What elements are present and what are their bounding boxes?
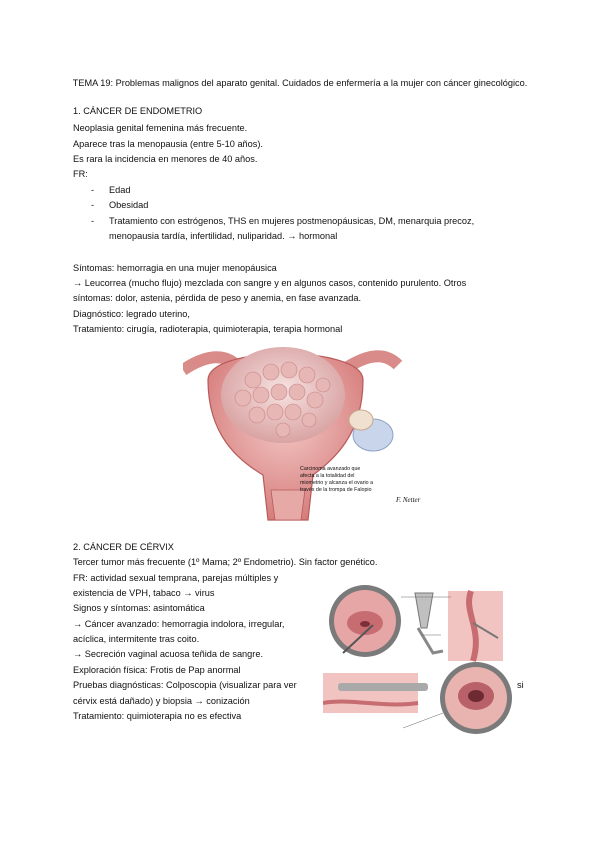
section-heading-endometrio: 1. CÁNCER DE ENDOMETRIO <box>73 106 203 116</box>
bullet-dash: - <box>91 216 95 226</box>
text-line: Síntomas: hemorragia en una mujer menopáusica <box>73 263 277 273</box>
text-line: Signos y síntomas: asintomática <box>73 603 205 613</box>
uterus-carcinoma-illustration <box>183 340 403 522</box>
fr-label: FR: <box>73 169 88 179</box>
bullet-item: Edad <box>109 185 131 195</box>
bullet-dash: - <box>91 185 95 195</box>
text-line: acíclica, intermitente tras coito. <box>73 634 200 644</box>
text-line: Aparece tras la menopausia (entre 5-10 años). <box>73 139 263 149</box>
text-line: Es rara la incidencia en menores de 40 años. <box>73 154 258 164</box>
bullet-item: Obesidad <box>109 200 149 210</box>
text-line: Neoplasia genital femenina más frecuente. <box>73 123 248 133</box>
text-line: FR: actividad sexual temprana, parejas múltiples y <box>73 573 279 583</box>
text-line: Exploración física: Frotis de Pap anormal <box>73 665 241 675</box>
figure-signature: F. Netter <box>396 496 421 504</box>
text-line: síntomas: dolor, astenia, pérdida de peso y anemia, en fase avanzada. <box>73 293 362 303</box>
section-heading-cervix: 2. CÁNCER DE CÉRVIX <box>73 542 174 552</box>
bullet-item: Tratamiento con estrógenos, THS en mujeres postmenopáusicas, DM, menarquia precoz, <box>109 216 475 226</box>
text-line: → Cáncer avanzado: hemorragia indolora, irregular, <box>73 619 285 629</box>
text-line: Tercer tumor más frecuente (1º Mama; 2º Endometrio). Sin factor genético. <box>73 557 378 567</box>
text-line-end: si <box>517 680 524 690</box>
bullet-dash: - <box>91 200 95 210</box>
text-line: Pruebas diagnósticas: Colposcopia (visualizar para ver <box>73 680 297 690</box>
text-line: Diagnóstico: legrado uterino, <box>73 309 190 319</box>
bullet-item-continued: menopausia tardía, infertilidad, nuliparidad. → hormonal <box>109 231 338 241</box>
figure-caption: Carcinoma avanzado que afecta a la totalidad del miometrio y alcanza el ovario a través de la trompa de Falopio <box>300 466 374 493</box>
text-line: Tratamiento: cirugía, radioterapia, quimioterapia, terapia hormonal <box>73 324 343 334</box>
text-line: → Leucorrea (mucho flujo) mezclada con sangre y en algunos casos, contenido purulento. Otros <box>73 278 467 288</box>
page-title: TEMA 19: Problemas malignos del aparato genital. Cuidados de enfermería a la mujer con cáncer ginecológico. <box>72 78 528 88</box>
text-line: Tratamiento: quimioterapia no es efectiva <box>73 711 242 721</box>
colposcopy-biopsy-illustration <box>323 583 518 741</box>
text-line: → Secreción vaginal acuosa teñida de sangre. <box>73 649 263 659</box>
text-line: cérvix está dañado) y biopsia → conización <box>73 696 250 706</box>
text-line: existencia de VPH, tabaco → virus <box>73 588 215 598</box>
